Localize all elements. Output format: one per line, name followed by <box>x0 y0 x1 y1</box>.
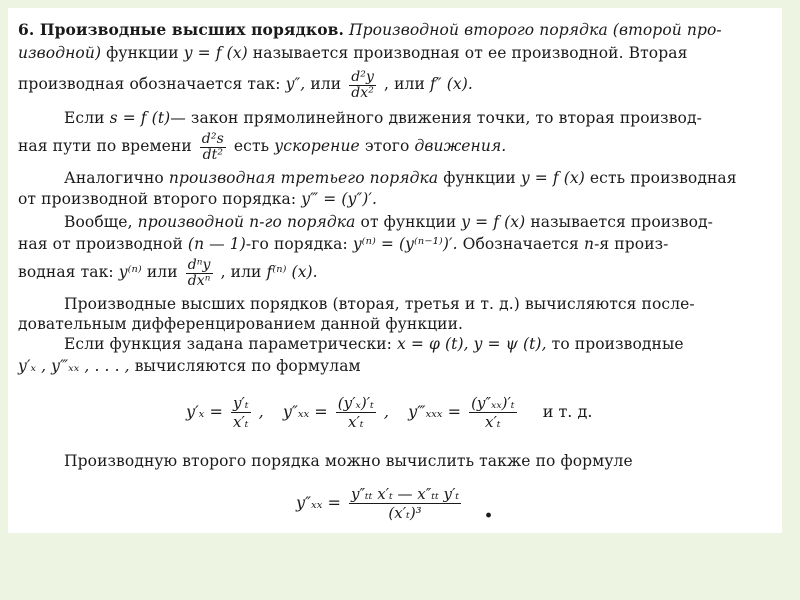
formula-row-derivatives <box>186 390 592 434</box>
fraction-denominator: x′ₜ <box>469 412 517 431</box>
math-expr: x = φ (t), y = ψ (t), <box>397 335 547 353</box>
text: ная от производной <box>18 235 183 253</box>
text: функции <box>443 169 516 187</box>
line-11 <box>18 294 782 314</box>
fraction-numerator: y″ₜₜ x′ₜ — x″ₜₜ y′ₜ <box>350 485 460 503</box>
math-expr: f⁽ⁿ⁾ (x). <box>266 263 318 281</box>
fraction-second-derivative <box>336 394 376 431</box>
text: Если <box>64 109 105 127</box>
text: называется производная от ее производной. Вторая <box>252 44 688 62</box>
line-7 <box>18 189 778 209</box>
fraction-numerator: dⁿy <box>187 256 211 273</box>
fraction-parametric <box>349 485 461 522</box>
text: довательным дифференцированием данной функции. <box>18 315 464 333</box>
fraction-denominator: dx² <box>349 85 376 101</box>
math-expr: (n — 1) <box>187 235 246 253</box>
math-expr: n <box>583 235 595 253</box>
line-5 <box>18 128 778 164</box>
text: вычисляются по формулам <box>134 357 361 375</box>
math-expr: f″ (x). <box>429 75 473 93</box>
text: ная пути по времени <box>18 137 192 155</box>
formula-lhs: y″ₓₓ = <box>296 493 341 512</box>
text: есть <box>233 137 270 155</box>
formula-lhs: y‴ₓₓₓ = <box>408 402 461 421</box>
fraction-d2s-dt2 <box>200 132 226 163</box>
text: Если функция задана параметрически: <box>64 335 392 353</box>
math-expr: y⁽ⁿ⁾ <box>118 263 142 281</box>
text: , или <box>220 263 262 281</box>
text: Обозначается <box>462 235 579 253</box>
line-4 <box>18 108 782 128</box>
math-expr: y‴ = (y″)′. <box>301 190 378 208</box>
line-14 <box>18 356 778 376</box>
line-8 <box>18 212 782 232</box>
text: этого <box>364 137 410 155</box>
fraction-denominator: (x′ₜ)³ <box>349 503 461 522</box>
textbook-page <box>8 8 782 533</box>
line-12 <box>18 314 778 334</box>
line-3 <box>18 66 778 102</box>
line-6 <box>18 168 782 188</box>
fraction-numerator: y′ₜ <box>232 394 249 412</box>
formula-lhs: y″ₓₓ = <box>282 402 328 421</box>
text: Производную второго порядка можно вычислить также по формуле <box>64 452 633 470</box>
math-expr: y = f (x) <box>183 44 248 62</box>
text: или <box>310 75 342 93</box>
text: или <box>146 263 178 281</box>
text: функции <box>106 44 179 62</box>
definition-term: движения. <box>414 137 507 155</box>
line-13 <box>18 334 782 354</box>
math-expr: y = f (x) <box>461 213 526 231</box>
separator: , <box>383 402 389 421</box>
fraction-denominator: dxⁿ <box>186 273 213 289</box>
math-expr: s = f (t) <box>109 109 171 127</box>
math-expr: y = f (x) <box>520 169 585 187</box>
definition-term: производная третьего порядка <box>168 169 439 187</box>
definition-term-cont: изводной) <box>18 44 102 62</box>
text: называется производ- <box>530 213 713 231</box>
fraction-denominator: dt² <box>200 147 226 163</box>
math-expr: y⁽ⁿ⁾ = (y⁽ⁿ⁻¹⁾)′. <box>352 235 458 253</box>
text: от функции <box>360 213 457 231</box>
line-1 <box>18 20 778 40</box>
text: -я произ- <box>594 235 669 253</box>
fraction-numerator: d²s <box>201 130 224 147</box>
fraction-numerator: (y′ₓ)′ₜ <box>337 394 374 412</box>
fraction-denominator: x′ₜ <box>231 412 251 431</box>
formula-end-dot: . <box>484 494 494 524</box>
text: -го порядка: <box>245 235 348 253</box>
definition-term: ускорение <box>274 137 360 155</box>
line-9 <box>18 234 778 254</box>
fraction-numerator: (y″ₓₓ)′ₜ <box>471 394 515 412</box>
text: производная обозначается так: <box>18 75 281 93</box>
separator: , <box>258 402 264 421</box>
text: — закон прямолинейного движения точки, то вторая производ- <box>170 109 702 127</box>
formula-lhs: y′ₓ = <box>186 402 223 421</box>
line-10 <box>18 254 778 290</box>
fraction-third-derivative <box>469 394 517 431</box>
definition-term: производной n-го порядка <box>137 213 356 231</box>
section-heading: 6. Производные высших порядков. <box>18 20 344 39</box>
line-16 <box>18 451 782 471</box>
math-expr: y″, <box>285 75 306 93</box>
text: водная так: <box>18 263 114 281</box>
definition-term: Производной второго порядка (второй про- <box>349 21 722 39</box>
text: , или <box>384 75 425 93</box>
fraction-numerator: d²y <box>351 68 375 85</box>
text: то производные <box>551 335 684 353</box>
text: и т. д. <box>542 402 593 421</box>
math-expr: y′ₓ , y‴ₓₓ , . . . , <box>18 357 130 375</box>
text: Производные высших порядков (вторая, третья и т. д.) вычисляются после- <box>64 295 695 313</box>
fraction-first-derivative <box>231 394 251 431</box>
fraction-denominator: x′ₜ <box>336 412 376 431</box>
fraction-d2y-dx2 <box>349 70 376 101</box>
line-2 <box>18 43 778 63</box>
text: Вообще, <box>64 213 133 231</box>
fraction-dny-dxn <box>186 258 213 289</box>
text: Аналогично <box>64 169 164 187</box>
text: от производной второго порядка: <box>18 190 297 208</box>
formula-second-derivative-parametric <box>296 478 464 528</box>
text: есть производная <box>589 169 737 187</box>
